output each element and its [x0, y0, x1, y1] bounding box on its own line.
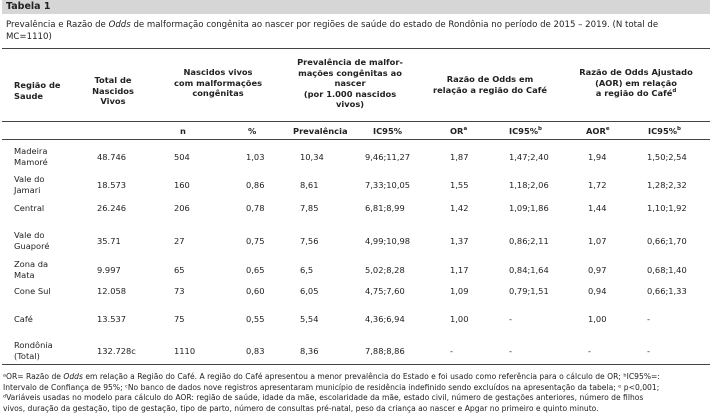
row-region: Rondônia (Total) — [14, 340, 53, 361]
subheader-or: $OR^a$ — [450, 126, 468, 136]
cell-or: 1,37 — [450, 236, 469, 246]
cell-aor: 1,72 — [588, 180, 607, 190]
cell-or-ic: - — [509, 346, 512, 356]
row-region: Vale do Jamari — [14, 174, 45, 195]
cell-or: 1,55 — [450, 180, 469, 190]
cell-pct: 0,75 — [246, 236, 265, 246]
cell-or: 1,09 — [450, 286, 469, 296]
row-region: Central — [14, 203, 45, 213]
row-region: Zona da Mata — [14, 259, 49, 280]
footnote-line-2: Intervalo de Confiança de 95%; ᶜNo banco de dados nove registros apresentaram município de residência indefinido sendo excluídos na apresentação da tabela; ᵉ p<0,001; — [3, 382, 660, 392]
top-rule — [2, 48, 710, 49]
cell-n: 1110 — [174, 346, 196, 356]
subheader-prevalencia: Prevalência — [293, 126, 348, 136]
header-prevalencia: Prevalência de malfor- mações congênitas ao nascer (por 1.000 nascidos vivos) — [297, 57, 403, 109]
cell-n: 27 — [174, 236, 185, 246]
cell-prev: 5,54 — [300, 314, 319, 324]
cell-ic: 5,02;8,28 — [365, 265, 405, 275]
cell-or: - — [450, 346, 453, 356]
header-total: Total de Nascidos Vivos — [92, 75, 134, 106]
cell-aor-ic: 1,10;1,92 — [647, 203, 687, 213]
subheader-ic95-or: IC95%$^b$ — [509, 126, 542, 136]
subheader-aor: AOR$^e$ — [586, 126, 610, 136]
cell-pct: 0,60 — [246, 286, 265, 296]
subheader-ic95-aor: IC95%$^b$ — [648, 126, 681, 136]
row-region: Vale do Guaporé — [14, 230, 50, 251]
cell-prev: 7,56 — [300, 236, 319, 246]
cell-or-ic: 0,79;1,51 — [509, 286, 549, 296]
cell-prev: 7,85 — [300, 203, 319, 213]
cell-total: 9.997 — [97, 265, 121, 275]
header-regiao: Região de Saude — [14, 80, 61, 101]
table-label: Tabela 1 — [2, 0, 710, 14]
footnote-line-1: ᵃOR= Razão de Odds em relação a Região do Café. A região do Café apresentou a menor prevalência do Estado e foi usado como referência para o cálculo de OR; ᵇIC95%=: — [3, 372, 660, 381]
cell-or-ic: 1,09;1,86 — [509, 203, 549, 213]
cell-aor-ic: 0,66;1,33 — [647, 286, 687, 296]
cell-ic: 7,33;10,05 — [365, 180, 411, 190]
cell-aor-ic: - — [647, 346, 650, 356]
cell-or: 1,87 — [450, 152, 469, 162]
cell-n: 65 — [174, 265, 185, 275]
subheader-rule — [2, 139, 710, 140]
cell-prev: 8,36 — [300, 346, 319, 356]
row-region: Café — [14, 314, 33, 324]
cell-pct: 0,83 — [246, 346, 265, 356]
cell-prev: 8,61 — [300, 180, 319, 190]
cell-or-ic: - — [509, 314, 512, 324]
bottom-rule — [2, 364, 710, 365]
cell-ic: 7,88;8,86 — [365, 346, 405, 356]
cell-aor: 1,00 — [588, 314, 607, 324]
cell-prev: 6,05 — [300, 286, 319, 296]
cell-total: 35.71 — [97, 236, 121, 246]
cell-aor-ic: 0,66;1,70 — [647, 236, 687, 246]
cell-aor: - — [588, 346, 591, 356]
header-rule — [2, 121, 710, 122]
cell-or: 1,42 — [450, 203, 469, 213]
header-aor: Razão de Odds Ajustado (AOR) em relação a região do Café$^d$ — [579, 67, 693, 98]
cell-aor: 0,97 — [588, 265, 607, 275]
cell-total: 13.537 — [97, 314, 127, 324]
header-odds: Razão de Odds em relação a região do Café — [433, 74, 547, 95]
subheader-pct: % — [248, 126, 257, 136]
cell-n: 73 — [174, 286, 185, 296]
cell-n: 206 — [174, 203, 190, 213]
cell-total: 18.573 — [97, 180, 127, 190]
cell-or: 1,17 — [450, 265, 469, 275]
cell-pct: 0,86 — [246, 180, 265, 190]
cell-ic: 9,46;11,27 — [365, 152, 411, 162]
table-caption: Prevalência e Razão de Odds de malformação congênita ao nascer por regiões de saúde do estado de Rondônia no período de 2015 – 2019. (N total de MC=1110) — [6, 20, 659, 42]
cell-pct: 0,65 — [246, 265, 265, 275]
cell-prev: 6,5 — [300, 265, 314, 275]
cell-ic: 4,99;10,98 — [365, 236, 411, 246]
cell-or-ic: 1,47;2,40 — [509, 152, 549, 162]
footnote-line-4: vivos, duração da gestação, tipo de gestação, tipo de parto, número de consultas pré-natal, peso da criança ao nascer e Apgar no primeiro e quinto minuto. — [3, 403, 599, 413]
cell-aor: 1,44 — [588, 203, 607, 213]
cell-n: 75 — [174, 314, 185, 324]
cell-aor: 1,07 — [588, 236, 607, 246]
cell-aor-ic: 1,28;2,32 — [647, 180, 687, 190]
header-nascidos: Nascidos vivos com malformações congênitas — [173, 67, 263, 98]
cell-or: 1,00 — [450, 314, 469, 324]
cell-ic: 6,81;8,99 — [365, 203, 405, 213]
subheader-ic95: IC95% — [373, 126, 403, 136]
cell-pct: 0,78 — [246, 203, 265, 213]
row-region: Cone Sul — [14, 286, 51, 296]
table-footnotes — [3, 372, 709, 414]
cell-ic: 4,75;7,60 — [365, 286, 405, 296]
cell-n: 504 — [174, 152, 190, 162]
cell-or-ic: 0,84;1,64 — [509, 265, 549, 275]
cell-aor-ic: 1,50;2,54 — [647, 152, 687, 162]
cell-pct: 1,03 — [246, 152, 265, 162]
cell-total: 12.058 — [97, 286, 127, 296]
cell-aor-ic: 0,68;1,40 — [647, 265, 687, 275]
cell-aor-ic: - — [647, 314, 650, 324]
footnote-line-3: ᵈVariáveis usadas no modelo para cálculo do AOR: região de saúde, idade da mãe, escolaridade da mãe, estado civil, número de gestações anteriores, número de filhos — [3, 393, 644, 402]
cell-total: 48.746 — [97, 152, 127, 162]
row-region: Madeira Mamoré — [14, 146, 48, 167]
cell-prev: 10,34 — [300, 152, 324, 162]
cell-total: 132.728c — [97, 346, 136, 356]
cell-pct: 0,55 — [246, 314, 265, 324]
cell-or-ic: 1,18;2,06 — [509, 180, 549, 190]
cell-total: 26.246 — [97, 203, 127, 213]
subheader-n: n — [180, 126, 186, 136]
cell-aor: 1,94 — [588, 152, 607, 162]
cell-ic: 4,36;6,94 — [365, 314, 405, 324]
cell-n: 160 — [174, 180, 190, 190]
cell-aor: 0,94 — [588, 286, 607, 296]
cell-or-ic: 0,86;2,11 — [509, 236, 549, 246]
